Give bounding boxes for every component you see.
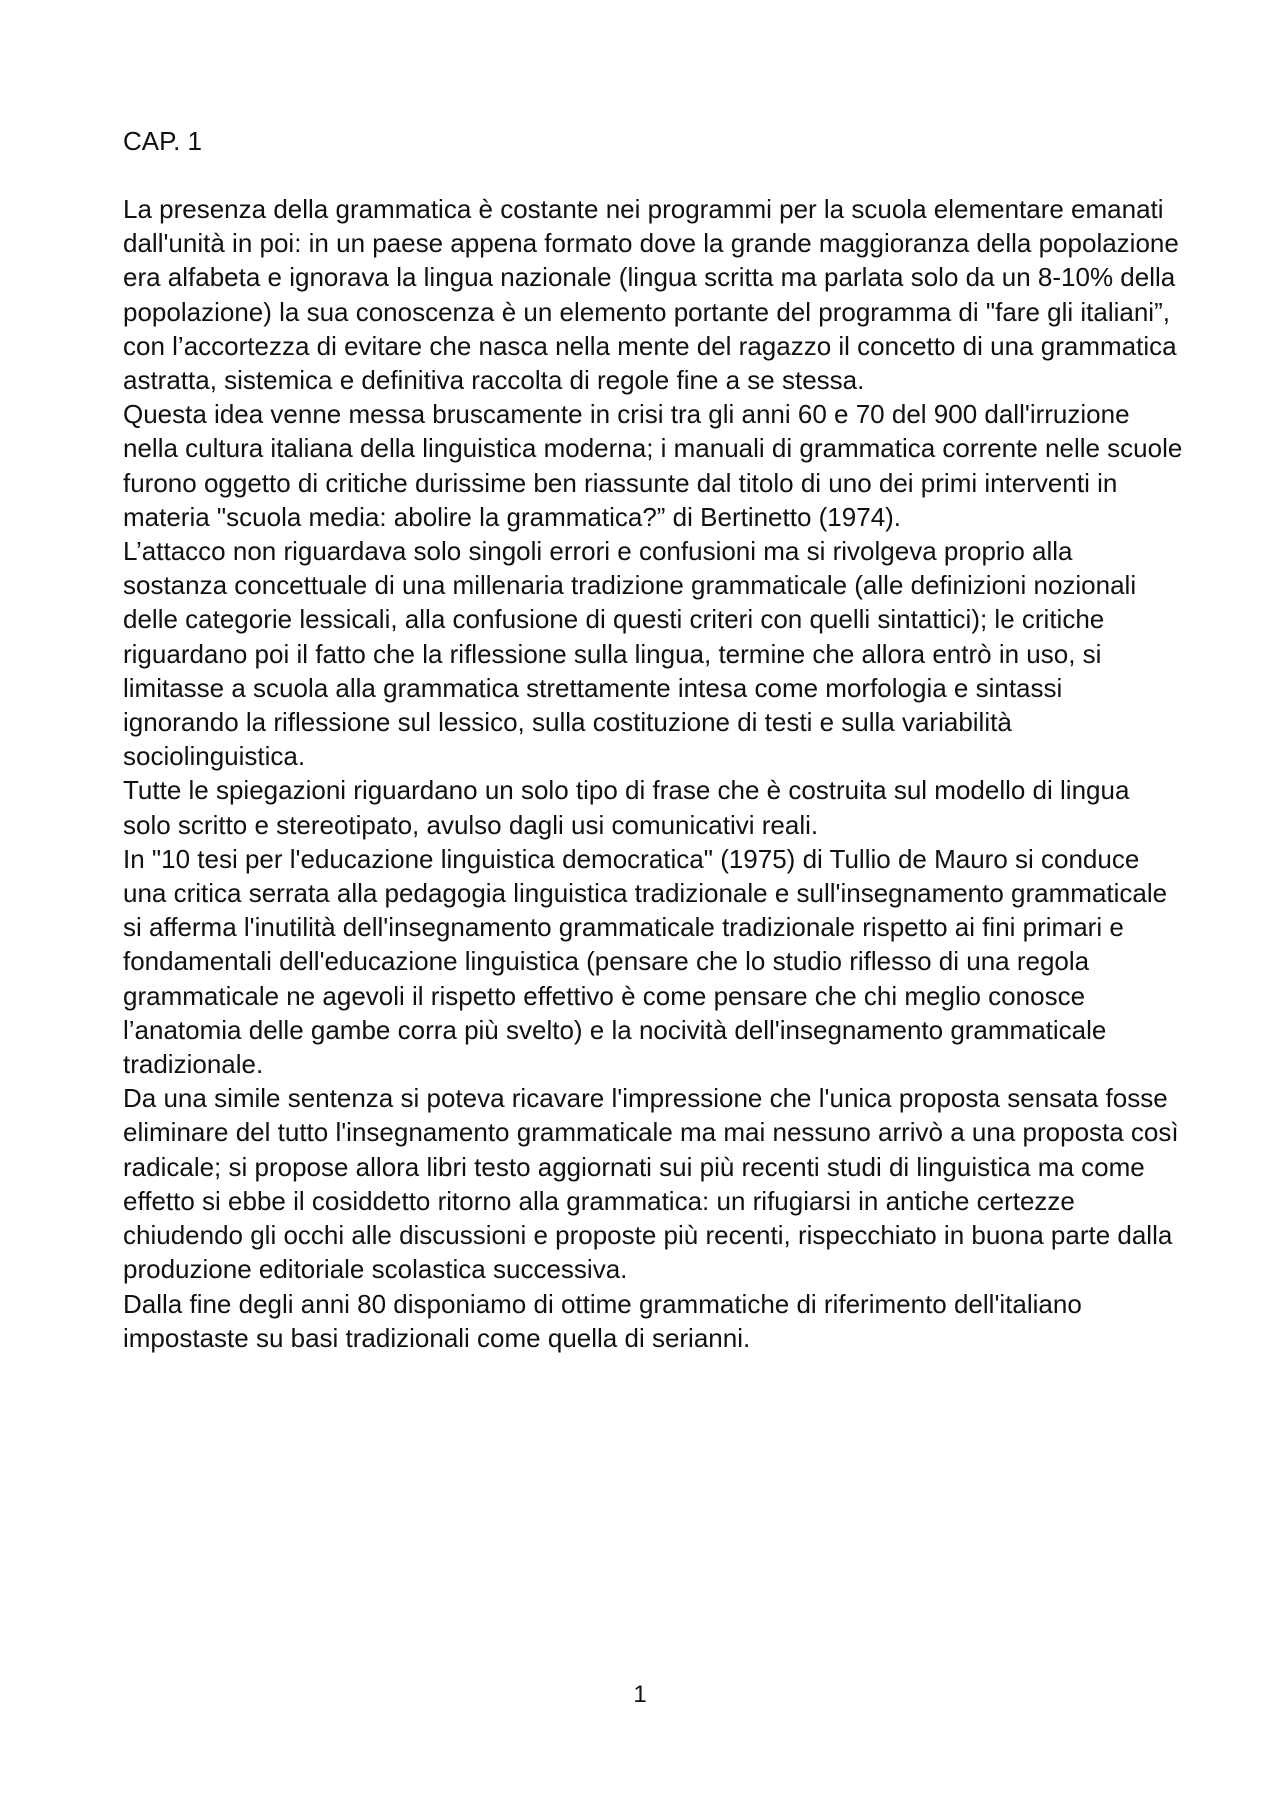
paragraph: La presenza della grammatica è costante nei programmi per la scuola elementare emanati dall'unità in poi: in un paese appena formato dove la grande maggioranza della popolazione era alfabeta e ignorava la lingua nazionale (lingua scritta ma parlata solo da un 8-10% della popolazione) la sua conoscenza è un elemento portante del programma di "fare gli italiani”, con l’accortezza di evitare che nasca nella mente del ragazzo il concetto di una grammatica astratta, sistemica e definitiva raccolta di regole fine a se stessa. [123,194,1179,396]
page-number: 1 [633,1681,647,1708]
page-content [123,124,1183,1355]
paragraph: Tutte le spiegazioni riguardano un solo tipo di frase che è costruita sul modello di lingua solo scritto e stereotipato, avulso dagli usi comunicativi reali. [123,775,1130,840]
paragraph: Questa idea venne messa bruscamente in crisi tra gli anni 60 e 70 del 900 dall'irruzione nella cultura italiana della linguistica moderna; i manuali di grammatica corrente nelle scuole furono oggetto di critiche durissime ben riassunte dal titolo di uno dei primi interventi in materia "scuola media: abolire la grammatica?” di Bertinetto (1974). [123,399,1183,532]
paragraph: Dalla fine degli anni 80 disponiamo di ottime grammatiche di riferimento dell'italiano impostaste su basi tradizionali come quella di serianni. [123,1288,1082,1353]
chapter-title: CAP. 1 [123,126,203,156]
paragraph: In "10 tesi per l'educazione linguistica democratica" (1975) di Tullio de Mauro si conduce una critica serrata alla pedagogia linguistica tradizionale e sull'insegnamento grammaticale si afferma l'inutilità dell'insegnamento grammaticale tradizionale rispetto ai fini primari e fondamentali dell'educazione linguistica (pensare che lo studio riflesso di una regola grammaticale ne agevoli il rispetto effettivo è come pensare che chi meglio conosce l’anatomia delle gambe corra più svelto) e la nocività dell'insegnamento grammaticale tradizionale. [123,843,1168,1080]
paragraph: L’attacco non riguardava solo singoli errori e confusioni ma si rivolgeva proprio alla sostanza concettuale di una millenaria tradizione grammaticale (alle definizioni nozionali delle categorie lessicali, alla confusione di questi criteri con quelli sintattici); le critiche riguardano poi il fatto che la riflessione sulla lingua, termine che allora entrò in uso, si limitasse a scuola alla grammatica strettamente intesa come morfologia e sintassi ignorando la riflessione sul lessico, sulla costituzione di testi e sulla variabilità sociolinguistica. [123,536,1137,772]
paragraph: Da una simile sentenza si poteva ricavare l'impressione che l'unica proposta sensata fosse eliminare del tutto l'insegnamento grammaticale ma mai nessuno arrivò a una proposta così radicale; si propose allora libri testo aggiornati sui più recenti studi di linguistica ma come effetto si ebbe il cosiddetto ritorno alla grammatica: un rifugiarsi in antiche certezze chiudendo gli occhi alle discussioni e proposte più recenti, rispecchiato in buona parte dalla produzione editoriale scolastica successiva. [123,1083,1179,1285]
